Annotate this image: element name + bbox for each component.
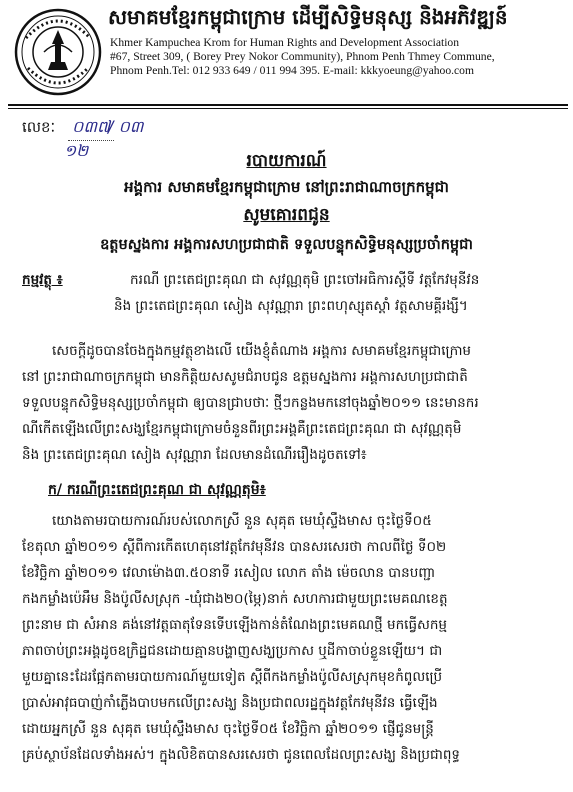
association-logo — [14, 8, 102, 96]
org-name-english: Khmer Kampuchea Krom for Human Rights and Development Association — [110, 36, 460, 49]
paragraph-line: នៅ ព្រះរាជាណាចក្រកម្ពុជា មានកិត្តិយសសូមជំរាបជូន ឧត្តមស្នងការ អង្គការសហប្រជាជាតិ — [22, 369, 468, 385]
header-rule-thick — [8, 104, 568, 106]
paragraph-line: ភាពចាប់ព្រះអង្គដូចឧក្រិដ្ឋជនដោយគ្មានបង្ហាញសង្ឃប្រកាស ឬដីកាចាប់ខ្លួនឡើយ។ ជា — [22, 643, 443, 659]
report-from: អង្គការ សមាគមខ្មែរកម្ពុជាក្រោម នៅព្រះរាជាណាចក្រកម្ពុជា — [124, 178, 449, 196]
paragraph-line: និង ព្រះតេជព្រះគុណ សៀង សុវណ្ណារា ដែលមានដំណើររឿងដូចតទៅ៖ — [22, 447, 367, 463]
letterhead — [0, 0, 573, 108]
paragraph-line: យោងតាមរបាយការណ៍របស់លោកស្រី នួន សុគុត មេឃុំស្ទឹងមាស ចុះថ្ងៃទី០៥ — [52, 513, 432, 529]
paragraph-line: ទទួលបន្ទុកសិទ្ធិមនុស្សប្រចាំកម្ពុជា ឲ្យបានជ្រាបថាៈ ថ្មីៗកន្លងមកនៅចុងឆ្នាំ២០១១ នេះមានករ — [22, 395, 479, 411]
paragraph-line: ខែវិច្ឆិកា ឆ្នាំ២០១១ វេលាម៉ោង៣.៥០នាទី រសៀល លោក តាំង ម៉េចលាន បានបញ្ជា — [22, 565, 436, 581]
org-name-khmer: សមាគមខ្មែរកម្ពុជាក្រោម ដើម្បីសិទ្ធិមនុស្ស និងអភិវឌ្ឍន៍ — [108, 5, 508, 29]
paragraph-intro — [22, 338, 554, 468]
reference-label: លេខៈ — [22, 118, 56, 136]
paragraph-line: មួយគ្នានេះដែរផ្អែកតាមរបាយការណ៍មួយទៀត ស្តីពីកងកម្លាំងប៉ូលីសស្រុកមុខកំពូលប្រើ — [22, 669, 443, 685]
subject-line-1: ករណី ព្រះតេជព្រះគុណ ជា សុវណ្ណតុមិ ព្រះចៅអធិការស្តីទី វត្តកែវមុនីវន — [130, 272, 480, 288]
report-title: របាយការណ៍ — [246, 151, 327, 171]
paragraph-line: ប្រាស់អាវុធបាញ់កាំភ្លើងបាបមកលើព្រះសង្ឃ និងប្រជាពលរដ្ឋក្នុងវត្តកែវមុនីវន ធ្វើឡើង — [22, 695, 438, 711]
paragraph-case-a — [22, 508, 554, 768]
header-rule-thin — [8, 108, 568, 109]
address-line-2: Phnom Penh.Tel: 012 933 649 / 011 994 395. E-mail: kkkyoeung@yahoo.com — [110, 64, 474, 77]
reference-number-value: ០៣៧ — [68, 116, 114, 141]
salutation: សូមគោរពជូន — [243, 205, 330, 225]
paragraph-line: ព្រះនាម ជា សំអាន គង់នៅវត្តធាតុទែនទើបឡើងកាន់តំណែងព្រះមេគណថ្មី មកធ្វើសកម្ម — [22, 617, 447, 633]
paragraph-line: ណីកើតឡើងលើព្រះសង្ឃខ្មែរកម្ពុជាក្រោមចំនួនពីរព្រះអង្គគឺព្រះតេជព្រះគុណ ជា សុវណ្ណតុមិ — [22, 421, 462, 437]
paragraph-line: កងកម្លាំងប៉េអឹម និងប៉ូលីសស្រុក -ឃុំជាង២០(ម្ភៃ)នាក់ សហការជាមួយព្រះមេគណខេត្ត — [22, 591, 448, 607]
section-heading-a: ក/ ករណីព្រះតេជព្រះគុណ ជា សុវណ្ណតុមិ៖ — [48, 482, 266, 498]
address-line-1: #67, Street 309, ( Borey Prey Nokor Community), Phnom Penh Thmey Commune, — [110, 50, 495, 63]
subject-line-2: និង ព្រះតេជព្រះគុណ សៀង សុវណ្ណារា ព្រះពហុស្សុតស្តាំ វត្តសាមគ្គីរង្សី។ — [114, 298, 468, 314]
paragraph-line: ខែតុលា ឆ្នាំ២០១១ ស្តីពីការកើតហេតុនៅវត្តកែវមុនីវន បានសរសេរថា កាលពីថ្ងៃ ទី០២ — [22, 539, 447, 555]
org-address-block — [110, 36, 565, 78]
paragraph-line: ដោយអ្នកស្រី នួន សុគុត មេឃុំស្ទឹងមាស ចុះថ្ងៃទី០៥ ខែវិច្ឆិកា ឆ្នាំ២០១១ ផ្ញើជូនមន្ត្រី — [22, 721, 434, 737]
recipient: ឧត្តមស្នងការ អង្គការសហប្រជាជាតិ ទទួលបន្ទុកសិទ្ធិមនុស្សប្រចាំកម្ពុជា — [100, 237, 473, 253]
subject-label: កម្មវត្ថុ ៖ — [22, 272, 63, 288]
reference-year: ១២ — [64, 141, 89, 160]
paragraph-line: គ្រប់ស្ថាប័នដែលទាំងអស់។ ក្នុងលិខិតបានសរសេរថា ជូនពេលដែលព្រះសង្ឃ និងប្រជាពុទ្ធ — [22, 747, 460, 763]
paragraph-line: សេចក្តីដូចបានចែងក្នុងកម្មវត្ថុខាងលើ យើងខ្ញុំតំណាង អង្គការ សមាគមខ្មែរកម្ពុជាក្រោម — [52, 343, 471, 359]
reference-number-suffix: / ០៣ — [108, 117, 144, 136]
